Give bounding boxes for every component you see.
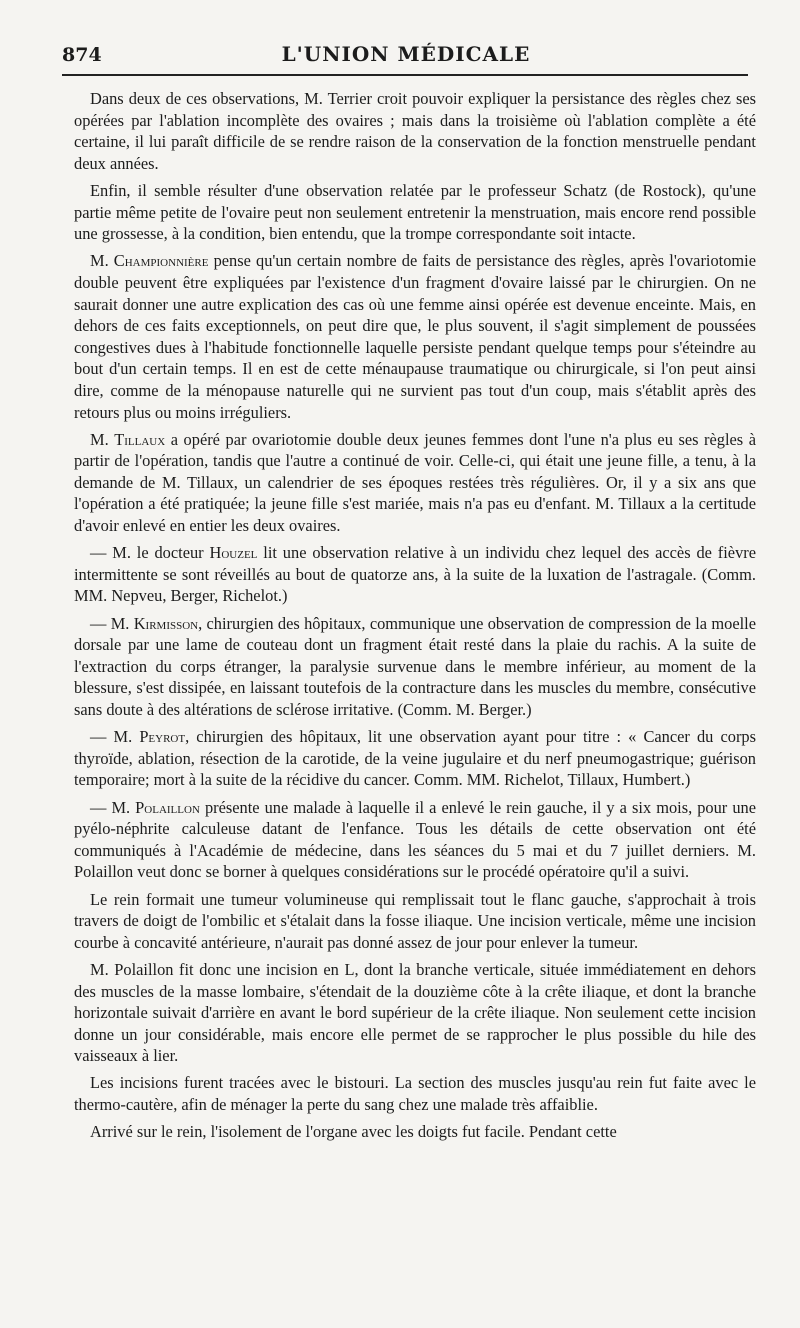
paragraph-text: lit une observation relative à un individu chez lequel des accès de fièvre intermittente se sont réveillés au bout de quatorze ans, à la suite de la luxation de l'astragale. (Comm. MM. Nepveu, Berger, Richelot.) <box>74 543 756 606</box>
speaker-name: Houzel <box>209 543 258 563</box>
paragraph <box>74 959 756 1067</box>
paragraph-lead: M. <box>90 429 115 449</box>
paragraph <box>74 726 756 791</box>
paragraph-text: a opéré par ovariotomie double deux jeunes femmes dont l'une n'a plus eu ses règles à partir de l'opération, tandis que l'autre a continué de voir. Celle-ci, qui était une jeune fille, a tenu, à la demande de M. Tillaux, un calendrier de ses époques restées très régulières. Or, il y a six ans que l'opération a été pratiquée; la jeune fille s'est mariée, mais n'a pas eu d'enfant. M. Tillaux a la certitude d'avoir enlevé en entier les deux ovaires. <box>74 429 756 536</box>
paragraph <box>74 1072 756 1115</box>
paragraph <box>74 613 756 721</box>
paragraph <box>74 88 756 174</box>
paragraph <box>74 250 756 423</box>
speaker-name: Peyrot <box>139 727 186 747</box>
paragraph-text: Arrivé sur le rein, l'isolement de l'organe avec les doigts fut facile. Pendant cette <box>90 1122 617 1142</box>
paragraph-text: Enfin, il semble résulter d'une observation relatée par le professeur Schatz (de Rostock), qu'une partie même petite de l'ovaire peut non seulement entretenir la menstruation, mais encore rend possible une grossesse, à la condition, bien entendu, que la trompe correspondante soit intacte. <box>74 180 756 244</box>
paragraph-lead: — M. <box>90 727 140 747</box>
speaker-name: Tillaux <box>114 429 166 449</box>
paragraph <box>74 1121 756 1143</box>
paragraph-lead: — M. le docteur <box>90 543 210 563</box>
article-body <box>74 88 756 1148</box>
paragraph-text: Dans deux de ces observations, M. Terrier croit pouvoir expliquer la persistance des règles chez ses opérées par l'ablation incomplète des ovaires ; mais dans la troisième où l'ablation complète a été certaine, il lui paraît difficile de se rendre raison de la conservation de la fonction menstruelle pendant deux années. <box>74 89 756 173</box>
paragraph-text: Le rein formait une tumeur volumineuse qui remplissait tout le flanc gauche, s'approchait à trois travers de doigt de l'ombilic et s'étalait dans la fosse iliaque. Une incision verticale, même une incision courbe à concavité antérieure, n'aurait pas donné assez de jour pour enlever la tumeur. <box>74 889 756 952</box>
paragraph-text: M. Polaillon fit donc une incision en L, dont la branche verticale, située immédiatement en dehors des muscles de la masse lombaire, s'étendait de la douzième côte à la crête iliaque, et dont la branche horizontale suivait d'arrière en avant le bord supérieur de la crête iliaque. Non seulement cette incision donne un jour considérable, mais encore elle permet de se rapprocher le plus possible du hile des vaisseaux à lier. <box>74 959 756 1066</box>
paragraph <box>74 429 756 537</box>
header-rule <box>62 74 748 76</box>
speaker-name: Polaillon <box>135 797 200 817</box>
paragraph-text: , chirurgien des hôpitaux, lit une observation ayant pour titre : « Cancer du corps thyroïde, ablation, résection de la carotide, de la veine jugulaire et du nerf pneumogastrique; guérison temporaire; mort à la suite de la récidive du cancer. Comm. MM. Richelot, Tillaux, Humbert.) <box>74 727 756 790</box>
paragraph-text: , chirurgien des hôpitaux, communique une observation de compression de la moelle dorsale par une lame de couteau dont un fragment était resté dans la plaie du rachis. A la suite de l'extraction du corps étranger, la paralysie survenue dans le membre inférieur, au moment de la blessure, s'est dissipée, en laissant toutefois de la contracture dans les muscles du membre, consécutive sans doute à des altérations de sclérose irritative. (Comm. M. Berger.) <box>74 613 756 719</box>
paragraph-text: Les incisions furent tracées avec le bistouri. La section des muscles jusqu'au rein fut faite avec le thermo-cautère, afin de ménager la perte du sang chez une malade très affaiblie. <box>74 1073 756 1115</box>
paragraph-text: présente une malade à laquelle il a enlevé le rein gauche, il y a six mois, pour une pyélo-néphrite calculeuse datant de l'enfance. Tous les détails de cette observation ont été communiqués à l'Académie de médecine, dans les séances du 5 mai et du 7 juillet derniers. M. Polaillon veut donc se borner à quelques considérations sur le procédé opératoire qu'il a suivi. <box>74 797 756 882</box>
paragraph-lead: — M. <box>90 613 134 633</box>
paragraph-text: pense qu'un certain nombre de faits de persistance des règles, après l'ovariotomie double peuvent être expliquées par l'existence d'un fragment d'ovaire laissé par le chirurgien. On ne saurait donner une autre explication des cas où une femme ainsi opérée est devenue enceinte. Mais, en dehors de ces faits exceptionnels, on peut dire que, le plus souvent, il s'agit simplement de poussées congestives dues à l'habitude fonctionnelle laquelle persiste pendant quelque temps pour s'éteindre au bout d'un certain temps. Il en est de cette ménaupause traumatique ou chirurgicale, si l'on peut ainsi dire, comme de la ménopause naturelle qui ne survient pas tout d'un coup, mais s'établit après des retours plus ou moins irréguliers. <box>74 251 756 422</box>
paragraph <box>74 797 756 883</box>
paragraph <box>74 542 756 607</box>
speaker-name: Championnière <box>113 251 209 271</box>
speaker-name: Kirmisson <box>133 613 199 633</box>
page-number: 874 <box>62 44 102 66</box>
paragraph <box>74 889 756 954</box>
paragraph-lead: — M. <box>90 797 136 817</box>
running-title: L'UNION MÉDICALE <box>281 42 531 66</box>
page-header <box>62 40 750 70</box>
paragraph-lead: M. <box>90 251 114 271</box>
paragraph <box>74 180 756 245</box>
